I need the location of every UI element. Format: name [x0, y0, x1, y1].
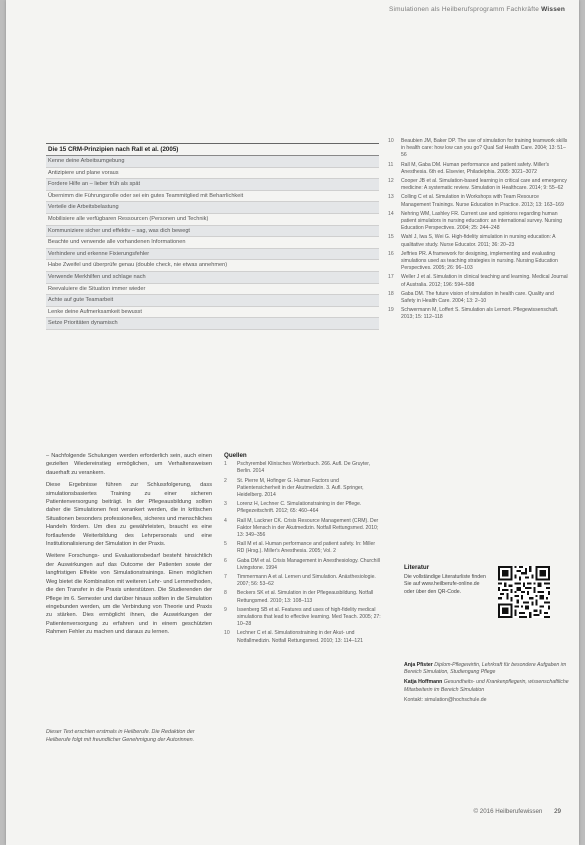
author-name: Anja Pfister: [404, 662, 433, 668]
contact-text: Kontakt: simulation@hochschule.de: [404, 696, 487, 703]
ref-text: Weller J et al. Simulation in clinical teaching and learning. Medical Journal of Australia. 2012; 196: 594–598: [401, 274, 568, 288]
list-item: [224, 630, 382, 644]
table-row: Antizipiere und plane voraus: [46, 168, 379, 180]
table-row: Setze Prioritäten dynamisch: [46, 318, 379, 330]
ref-text: Cooper JB et al. Simulation-based learning in critical care and emergency medicine: A systematic review. Simulation in Healthcare. 2014; 9: 55–62: [401, 178, 567, 192]
literature-heading: Literatur: [404, 564, 430, 571]
literature-box: [404, 564, 569, 596]
ref-text: Colling C et al. Simulation in Workshops with Team Resource Management Trainings. Nurse Education in Practice. 2013; 13: 163–169: [401, 194, 564, 208]
ref-text: Schwermann M, Loffert S. Simulation als Lernort. Pflegewissenschaft. 2013; 15: 112–118: [401, 307, 559, 321]
ref-number: 10: [388, 138, 394, 144]
ref-number: 18: [388, 290, 394, 297]
ref-number: 17: [388, 274, 394, 281]
ref-number: 7: [224, 574, 227, 581]
ref-text: Nehring WM, Lashley FR. Current use and opinions regarding human patient simulators in nursing education: an international survey. Nursing Education Perspectives. 2004; 25: 244–248: [401, 210, 563, 232]
list-item: [224, 607, 382, 629]
ref-text: Jeffries PR. A framework for designing, implementing and evaluating simulations used as teaching strategies in nursing. Nursing Education Perspectives. 2005; 26: 96–103: [401, 250, 558, 272]
header-section: Wissen: [541, 6, 565, 13]
ref-number: 1: [224, 461, 227, 468]
reference-list-continued: [388, 138, 568, 324]
list-item: [388, 291, 568, 305]
ref-number: 16: [388, 250, 394, 257]
author-bio: [404, 679, 569, 693]
ref-text: Issenberg SB et al. Features and uses of high-fidelity medical simulations that lead to effective learning. Med Teach. 2005; 27: 10–28: [237, 606, 381, 628]
running-header: [389, 6, 565, 13]
ref-text: Gaba DM. The future vision of simulation in health care. Quality and Safety in Health Care. 2004; 13: 2–10: [401, 290, 554, 305]
author-name: Katja Hoffmann: [404, 679, 443, 686]
table-row: Fordere Hilfe an – lieber früh als spät: [46, 179, 379, 191]
ref-text: Pschyrembel Klinisches Wörterbuch. 266. Aufl. De Gruyter, Berlin. 2014: [237, 461, 371, 475]
qr-code[interactable]: [498, 566, 550, 618]
paragraph: Diese Ergebnisse führen zur Schlussfolgerung, dass simulationsbasiertes Training zu einer sicheren Patientenversorgung beiträgt. In der Pflegeausbildung sollten daher die Simulationen fest verankert werden, die in kritischen Situationen besonders professionelles, sicheres und menschliches Handeln fördern. Um dies zu gewährleisten, braucht es eine fortlaufende Weiterbildung des Lehrpersonals und eine Institutionalisierung der Simulation in der Praxis.: [46, 482, 212, 548]
table-row: Kommuniziere sicher und effektiv – sag, was dich bewegt: [46, 226, 379, 238]
header-text: Simulationen als Heilberufsprogramm Fachkräfte: [388, 6, 540, 13]
ref-text: Gaba DM et al. Crisis Management in Anesthesiology. Churchill Livingstone. 1994: [237, 557, 380, 571]
ref-number: 2: [224, 477, 227, 484]
list-item: [388, 307, 568, 321]
page-number: 29: [554, 808, 561, 815]
ref-number: 19: [388, 307, 394, 314]
ref-text: Rall M, Gaba DM. Human performance and patient safety. Miller's Anesthesia. 6th ed. Elsevier, Philadelphia. 2005: 3021–3072: [401, 161, 550, 175]
literature-text: Die vollständige Literaturliste finden Sie auf www.heilberufe-online.de oder über den QR-Code.: [404, 573, 486, 595]
ref-number: 10: [224, 630, 230, 637]
paragraph: Weitere Forschungs- und Evaluationsbedarf besteht hinsichtlich der Auswirkungen auf das Outcome der Patienten sowie der langfristigen Effekte von Simulationstrainings. Einen möglichen Weg bietet die Kombination mit weiteren Lehr- und Lernmethoden, die den Transfer in die Praxis unterstützen. Die Studierenden der Pflege im 6. Semester und darüber hinaus sollten in die Simulation eingebunden werden, um die Verbindung von Theorie und Praxis zu stärken. Dies ermöglicht ihnen, die Auswirkungen der Patientenversorgung zu erfahren und in einem geschützten Rahmen Fehler zu machen und daraus zu lernen.: [46, 553, 212, 636]
crm-principles-table: [46, 143, 379, 330]
author-bio: [404, 662, 569, 676]
ref-text: Beckers SK et al. Simulation in der Pflegeausbildung. Notfall Rettungsmed. 2010; 13: 108–113: [237, 590, 374, 604]
list-item: [388, 138, 568, 160]
list-item: [224, 590, 382, 604]
ref-text: Lorenz H, Lechner C. Simulationstraining in der Pflege. Pflegezeitschrift. 2012; 65: 460–464: [237, 501, 362, 515]
table-row: Verwende Merkhilfen und schlage nach: [46, 272, 379, 284]
list-item: [224, 518, 382, 540]
list-item: [224, 541, 382, 555]
ref-number: 12: [388, 178, 394, 185]
ref-number: 14: [388, 210, 394, 217]
ref-text: Timmermann A et al. Lernen und Simulation. Anästhesiologie. 2007; 56: 53–62: [237, 574, 376, 588]
list-item: [388, 162, 568, 176]
ref-number: 11: [388, 161, 394, 168]
paragraph: – Nachfolgende Schulungen werden erforderlich sein, auch einen gezielten Wiedereinstieg ermöglichen, um Verhaltensweisen dauerhaft zu verankern.: [46, 453, 212, 476]
ref-text: Rall M et al. Human performance and patient safety. In: Miller RD (Hrsg.). Miller's Anesthesia. 2005; Vol. 2: [237, 541, 376, 555]
list-item: [388, 251, 568, 273]
table-row: Habe Zweifel und überprüfe genau (double check, nie etwas annehmen): [46, 260, 379, 272]
table-row: Verteile die Arbeitsbelastung: [46, 202, 379, 214]
table-row: Lenke deine Aufmerksamkeit bewusst: [46, 307, 379, 319]
ref-number: 4: [224, 517, 227, 524]
publication-note: Dieser Text erschien erstmals in Heilberufe. Die Redaktion der Heilberufe folgt mit freundlicher Genehmigung der Autorinnen.: [46, 729, 195, 743]
table-row: Verhindere und erkenne Fixierungsfehler: [46, 249, 379, 261]
list-item: [224, 558, 382, 572]
ref-text: Wahl J, Iwa S, Wei G. High-fidelity simulation in nursing education: A qualitative study. Nurse Educator. 2011; 36: 20–23: [401, 234, 556, 248]
list-item: [224, 461, 382, 475]
ref-number: 15: [388, 234, 394, 241]
list-item: [224, 501, 382, 515]
ref-number: 5: [224, 541, 227, 548]
ref-text: Rall M, Lackner CK. Crisis Resource Management (CRM). Der Faktor Mensch in der Akutmedizin. Notfall Rettungsmed. 2010; 13: 349–356: [237, 517, 379, 539]
ref-number: 3: [224, 501, 227, 508]
list-item: [388, 194, 568, 208]
body-text-column: [46, 452, 212, 641]
contact-line: [404, 697, 569, 704]
ref-number: 8: [224, 590, 227, 597]
list-item: [224, 574, 382, 588]
ref-number: 9: [224, 606, 227, 613]
table-row: Reevaluiere die Situation immer wieder: [46, 284, 379, 296]
ref-number: 13: [388, 194, 394, 201]
sources-list: [224, 452, 382, 647]
table-row: Achte auf gute Teamarbeit: [46, 295, 379, 307]
author-bios: [404, 662, 569, 707]
document-page: [6, 0, 579, 845]
ref-text: Beaubien JM, Baker DP. The use of simulation for training teamwork skills in health care: how low can you go? Qual Saf Health Care. 2004; 13: 51–56: [401, 138, 568, 159]
table-row: Mobilisiere alle verfügbaren Ressourcen (Personen und Technik): [46, 214, 379, 226]
list-item: [388, 211, 568, 233]
ref-text: St. Pierre M, Hofinger G. Human Factors und Patientensicherheit in der Akutmedizin. 3. Aufl. Springer, Heidelberg. 2014: [237, 477, 364, 499]
list-item: [224, 478, 382, 500]
ref-text: Lechner C et al. Simulationstraining in der Akut- und Notfallmedizin. Notfall Rettungsmed. 2010; 13: 114–121: [237, 630, 363, 644]
crm-table-title: Die 15 CRM-Prinzipien nach Rall et al. (2005): [46, 144, 379, 156]
author-desc: Diplom-Pflegewirtin, Lehrkraft für besondere Aufgaben im Bereich Simulation, Studiengang Pflege: [404, 662, 567, 676]
list-item: [388, 234, 568, 248]
table-row: Beachte und verwende alle vorhandenen Informationen: [46, 237, 379, 249]
list-item: [388, 178, 568, 192]
footer-text: © 2016 Heilberufewissen: [473, 808, 543, 815]
list-item: [388, 274, 568, 288]
table-row: Übernimm die Führungsrolle oder sei ein gutes Teammitglied mit Beharrlichkeit: [46, 191, 379, 203]
sources-heading: Quellen: [224, 452, 247, 459]
table-row: Kenne deine Arbeitsumgebung: [46, 156, 379, 168]
page-footer: [473, 808, 561, 815]
author-desc: Gesundheits- und Krankenpflegerin, wissenschaftliche Mitarbeiterin im Bereich Simulation: [404, 679, 569, 693]
ref-number: 6: [224, 557, 227, 564]
